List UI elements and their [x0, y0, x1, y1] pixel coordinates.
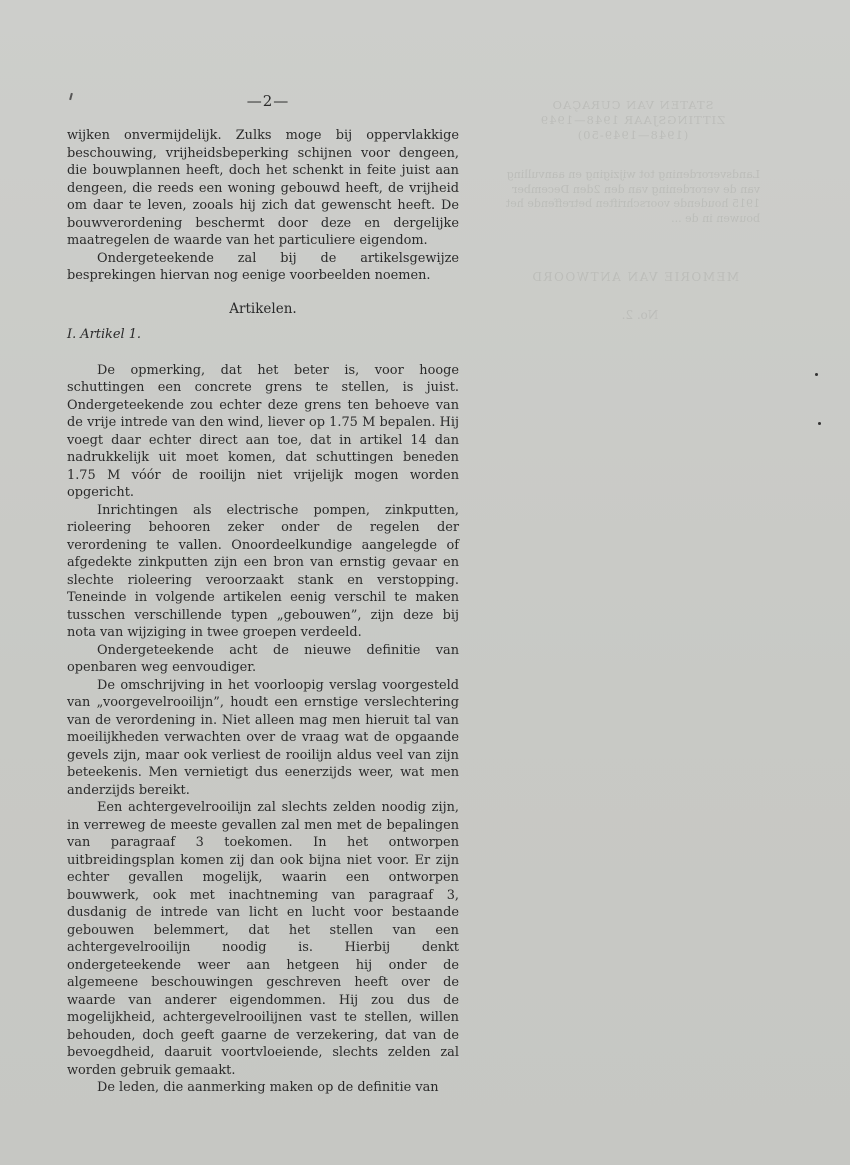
- paragraph: De leden, die aanmerking maken op de definitie van: [97, 1080, 439, 1095]
- paragraph: Inrichtingen als electrische pompen, zinkputten, rioleering behooren zeker onder de regelen der verordening te vallen. Onoordeelkundige aangelegde of afgedekte zinkputten zijn een bron van ernstig gevaar en slechte rioleering veroorzaakt stank en verstopping. Teneinde in volgende artikelen eenig verschil te maken tusschen verschillende typen „gebouwen”, zijn deze bij nota van wijziging in twee groepen verdeeld.: [67, 502, 459, 640]
- bleed-through-number: No. 2.: [621, 308, 659, 322]
- paragraph: De opmerking, dat het beter is, voor hooge schuttingen een concrete grens te stellen, is juist. Ondergeteekende zou echter deze grens ten behoeve van de vrije intrede van den wind, liever op 1.75 M bepalen. Hij voegt daar echter direct aan toe, dat in artikel 14 dan nadrukkelijk uit moet komen, dat schuttingen beneden 1.75 M vóór de rooilijn niet vrijelijk mogen worden opgericht.: [67, 362, 459, 500]
- body-text: [67, 127, 459, 1097]
- punch-dot: [818, 422, 821, 425]
- bleed-line: ZITTINGSJAAR 1948—1949: [539, 113, 726, 127]
- paragraph: De omschrijving in het voorloopig verslag voorgesteld van „voorgevelrooilijn”, houdt een ernstige verslechtering van de verordening in. Niet alleen mag men hieruit tal van moeilijkheden verwachten over de vraag wat de opgaande gevels zijn, maar ook verliest de rooilijn aldus veel van zijn beteekenis. Men vernietigt dus eenerzijds weer, wat men anderzijds bereikt.: [67, 677, 459, 798]
- paragraph: wijken onvermijdelijk. Zulks moge bij oppervlakkige beschouwing, vrijheidsbeperking schijnen voor dengeen, die bouwplannen heeft, doch het schenkt in feite juist aan dengeen, die reeds een woning gebouwd heeft, de vrijheid om daar te leven, zooals hij zich dat gewenscht heeft. De bouwverordening beschermt door deze en dergelijke maatregelen de waarde van het particuliere eigendom.: [67, 128, 459, 248]
- bleed-through-memo: MEMORIE VAN ANTWOORD: [530, 270, 740, 284]
- punch-dot: [815, 373, 818, 376]
- paragraph: Een achtergevelrooilijn zal slechts zelden noodig zijn, in verreweg de meeste gevallen zal men met de bepalingen van paragraaf 3 toekomen. In het ontworpen uitbreidingsplan komen zij dan ook bijna niet voor. Er zijn echter gevallen mogelijk, waarin een ontworpen bouwwerk, ook met inachtneming van paragraaf 3, dusdanig de intrede van licht en lucht voor bestaande gebouwen belemmert, dat het stellen van een achtergevelrooilijn noodig is. Hierbij denkt ondergeteekende weer aan hetgeen hij onder de algemeene beschouwingen geschreven heeft over de waarde van anderer eigendommen. Hij zou dus de mogelijkheid, achtergevelrooilijnen vast te stellen, willen behouden, doch geeft gaarne de verzekering, dat van de bevoegdheid, daaruit voortvloeiende, slechts zelden zal worden gebruik gemaakt.: [67, 800, 459, 1078]
- paragraph: Ondergeteekende zal bij de artikelsgewijze besprekingen hiervan nog eenige voorbeelden noemen.: [67, 250, 459, 283]
- bleed-through-intro: Landsverordening tot wijziging en aanvulling van de verordening van den 2den December 1915 houdende voorschriften betreffende het bouwen in de ...: [505, 168, 760, 225]
- bleed-line: STATEN VAN CURAÇAO: [551, 98, 714, 112]
- bleed-line: (1948—1949-50): [576, 128, 689, 142]
- paragraph: Ondergeteekende acht de nieuwe definitie van openbaren weg eenvoudiger.: [67, 642, 459, 675]
- bleed-through-header: [515, 98, 750, 143]
- page-number: —2—: [246, 92, 290, 110]
- article-heading: I. Artikel 1.: [67, 327, 142, 342]
- section-title: Artikelen.: [229, 300, 297, 317]
- margin-mark: [69, 93, 73, 100]
